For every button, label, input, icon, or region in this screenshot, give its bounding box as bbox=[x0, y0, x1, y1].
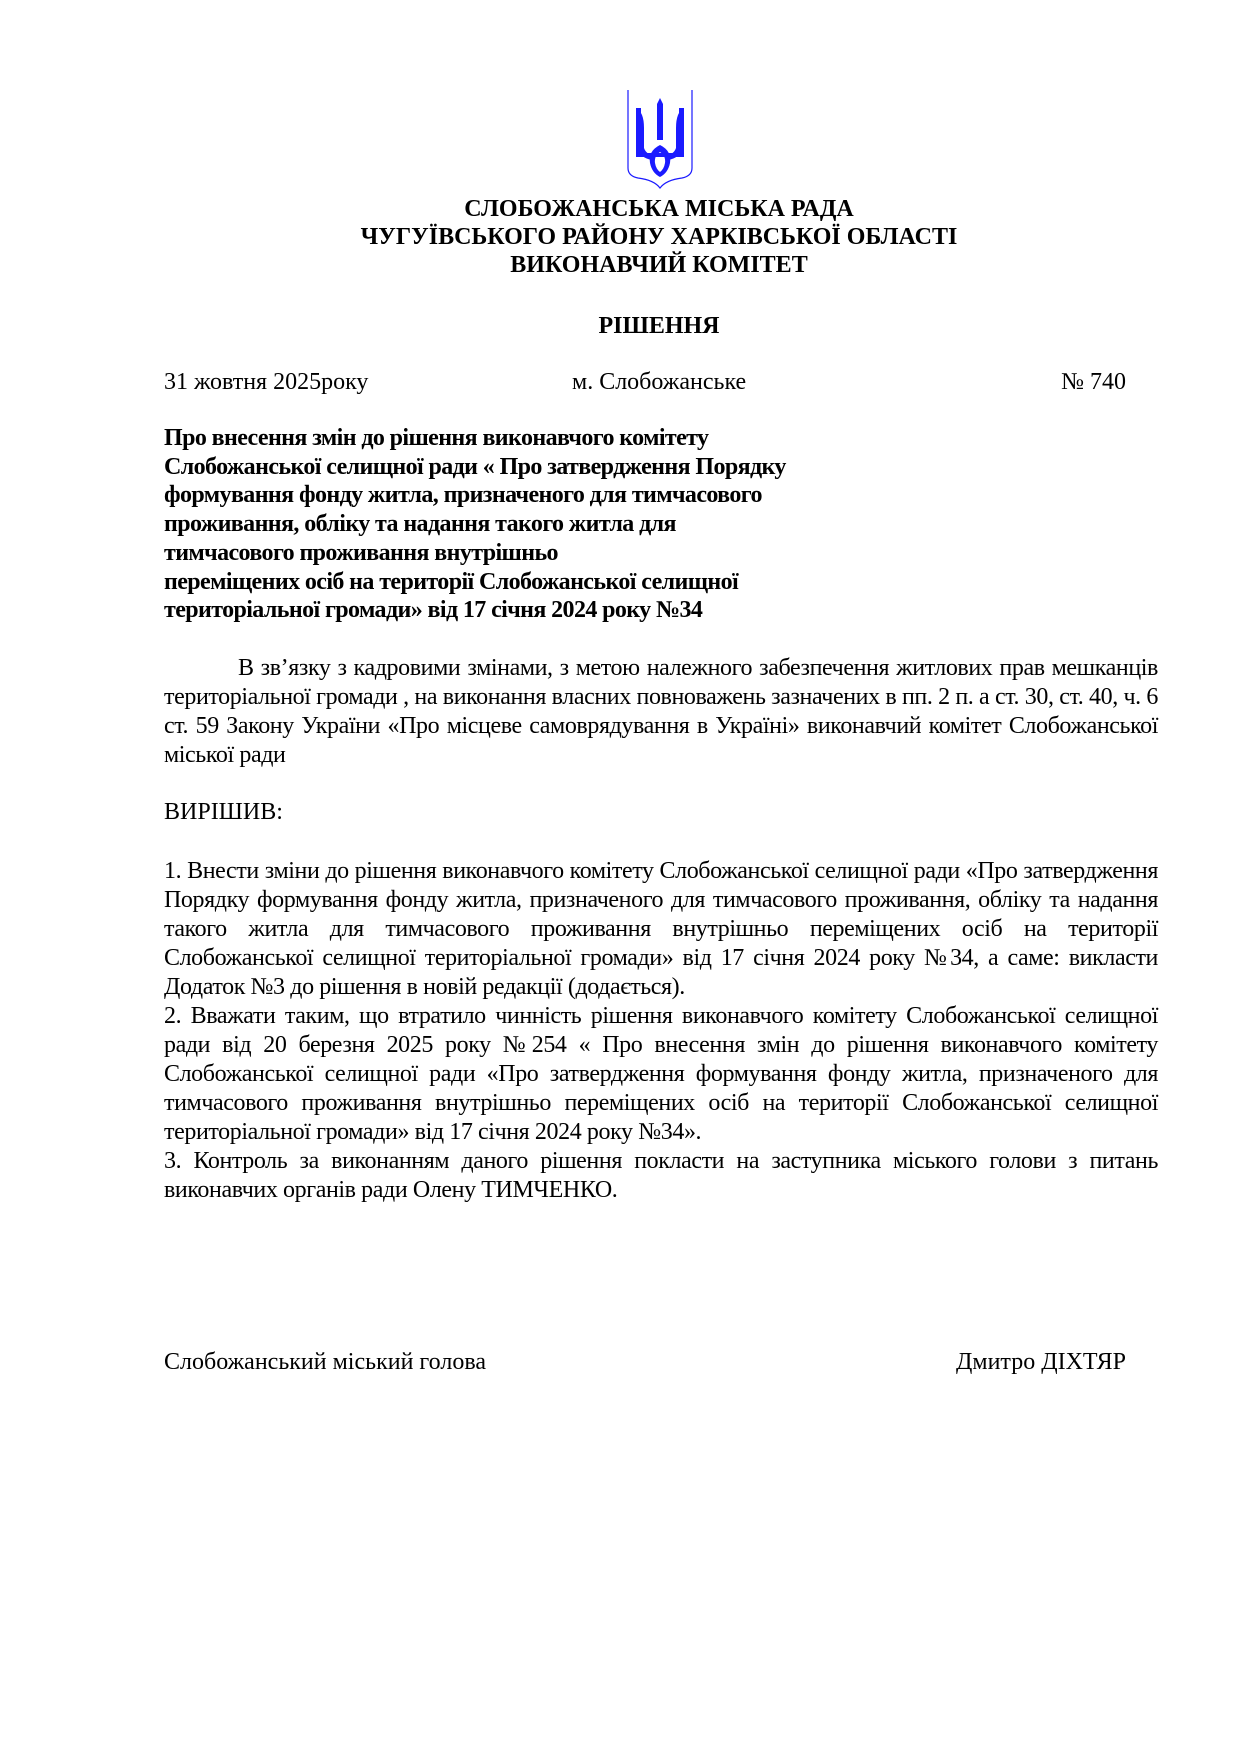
decision-item: 1. Внести зміни до рішення виконавчого комітету Слобожанської селищної ради «Про затвердження Порядку формування фонду житла, призначеного для тимчасового проживання, обліку та надання такого житла для тимчасового проживання внутрішньо переміщених осіб на території Слобожанської селищної територіальної громади» від 17 січня 2024 року №34, а саме: викласти Додаток №3 до рішення в новій редакції (додається). bbox=[164, 858, 1158, 1000]
header-line-1: СЛОБОЖАНСЬКА МІСЬКА РАДА bbox=[464, 196, 854, 222]
header-line-2: ЧУГУЇВСЬКОГО РАЙОНУ ХАРКІВСЬКОЇ ОБЛАСТІ bbox=[360, 224, 958, 250]
title-line: формування фонду житла, призначеного для тимчасового bbox=[164, 482, 762, 509]
header-line-3: ВИКОНАВЧИЙ КОМІТЕТ bbox=[510, 252, 808, 278]
title-line: тимчасового проживання внутрішньо bbox=[164, 539, 558, 566]
title-line: територіальної громади» від 17 січня 2024 року №34 bbox=[164, 597, 703, 624]
title-line: переміщених осіб на території Слобожанської селищної bbox=[164, 568, 739, 595]
signature-name: Дмитро ДІХТЯР bbox=[956, 1349, 1126, 1375]
preamble-paragraph: В зв’язку з кадровими змінами, з метою належного забезпечення житлових прав мешканців територіальної громади , на виконання власних повноважень зазначених в пп. 2 п. а ст. 30, ст. 40, ч. 6 ст. 59 Закону України «Про місцеве самоврядування в Україні» виконавчий комітет Слобожанської міської ради bbox=[164, 655, 1158, 768]
decision-date: 31 жовтня 2025року bbox=[164, 369, 369, 395]
decision-item: 2. Вважати таким, що втратило чинність рішення виконавчого комітету Слобожанської селищної ради від 20 березня 2025 року №254 « Про внесення змін до рішення виконавчого комітету Слобожанської селищної ради «Про затвердження формування фонду житла, призначеного для тимчасового проживання внутрішньо переміщених осіб на території Слобожанської селищної територіальної громади» від 17 січня 2024 року №34». bbox=[164, 1003, 1158, 1145]
title-line: Про внесення змін до рішення виконавчого комітету bbox=[164, 425, 709, 451]
decided-heading: ВИРІШИВ: bbox=[164, 799, 283, 825]
decision-number: № 740 bbox=[1061, 369, 1126, 395]
decision-title bbox=[164, 424, 924, 625]
coat-of-arms-icon bbox=[626, 90, 694, 190]
organization-header bbox=[0, 195, 1240, 279]
decision-items bbox=[164, 857, 1158, 1205]
title-line: проживання, обліку та надання такого житла для bbox=[164, 511, 676, 538]
decision-item: 3. Контроль за виконанням даного рішення покласти на заступника міського голови з питань виконавчих органів ради Олену ТИМЧЕНКО. bbox=[164, 1148, 1158, 1203]
decision-place: м. Слобожанське bbox=[572, 369, 747, 395]
document-type: РІШЕННЯ bbox=[598, 313, 720, 339]
title-line: Слобожанської селищної ради « Про затвердження Порядку bbox=[164, 453, 786, 480]
signature-position: Слобожанський міський голова bbox=[164, 1349, 486, 1375]
